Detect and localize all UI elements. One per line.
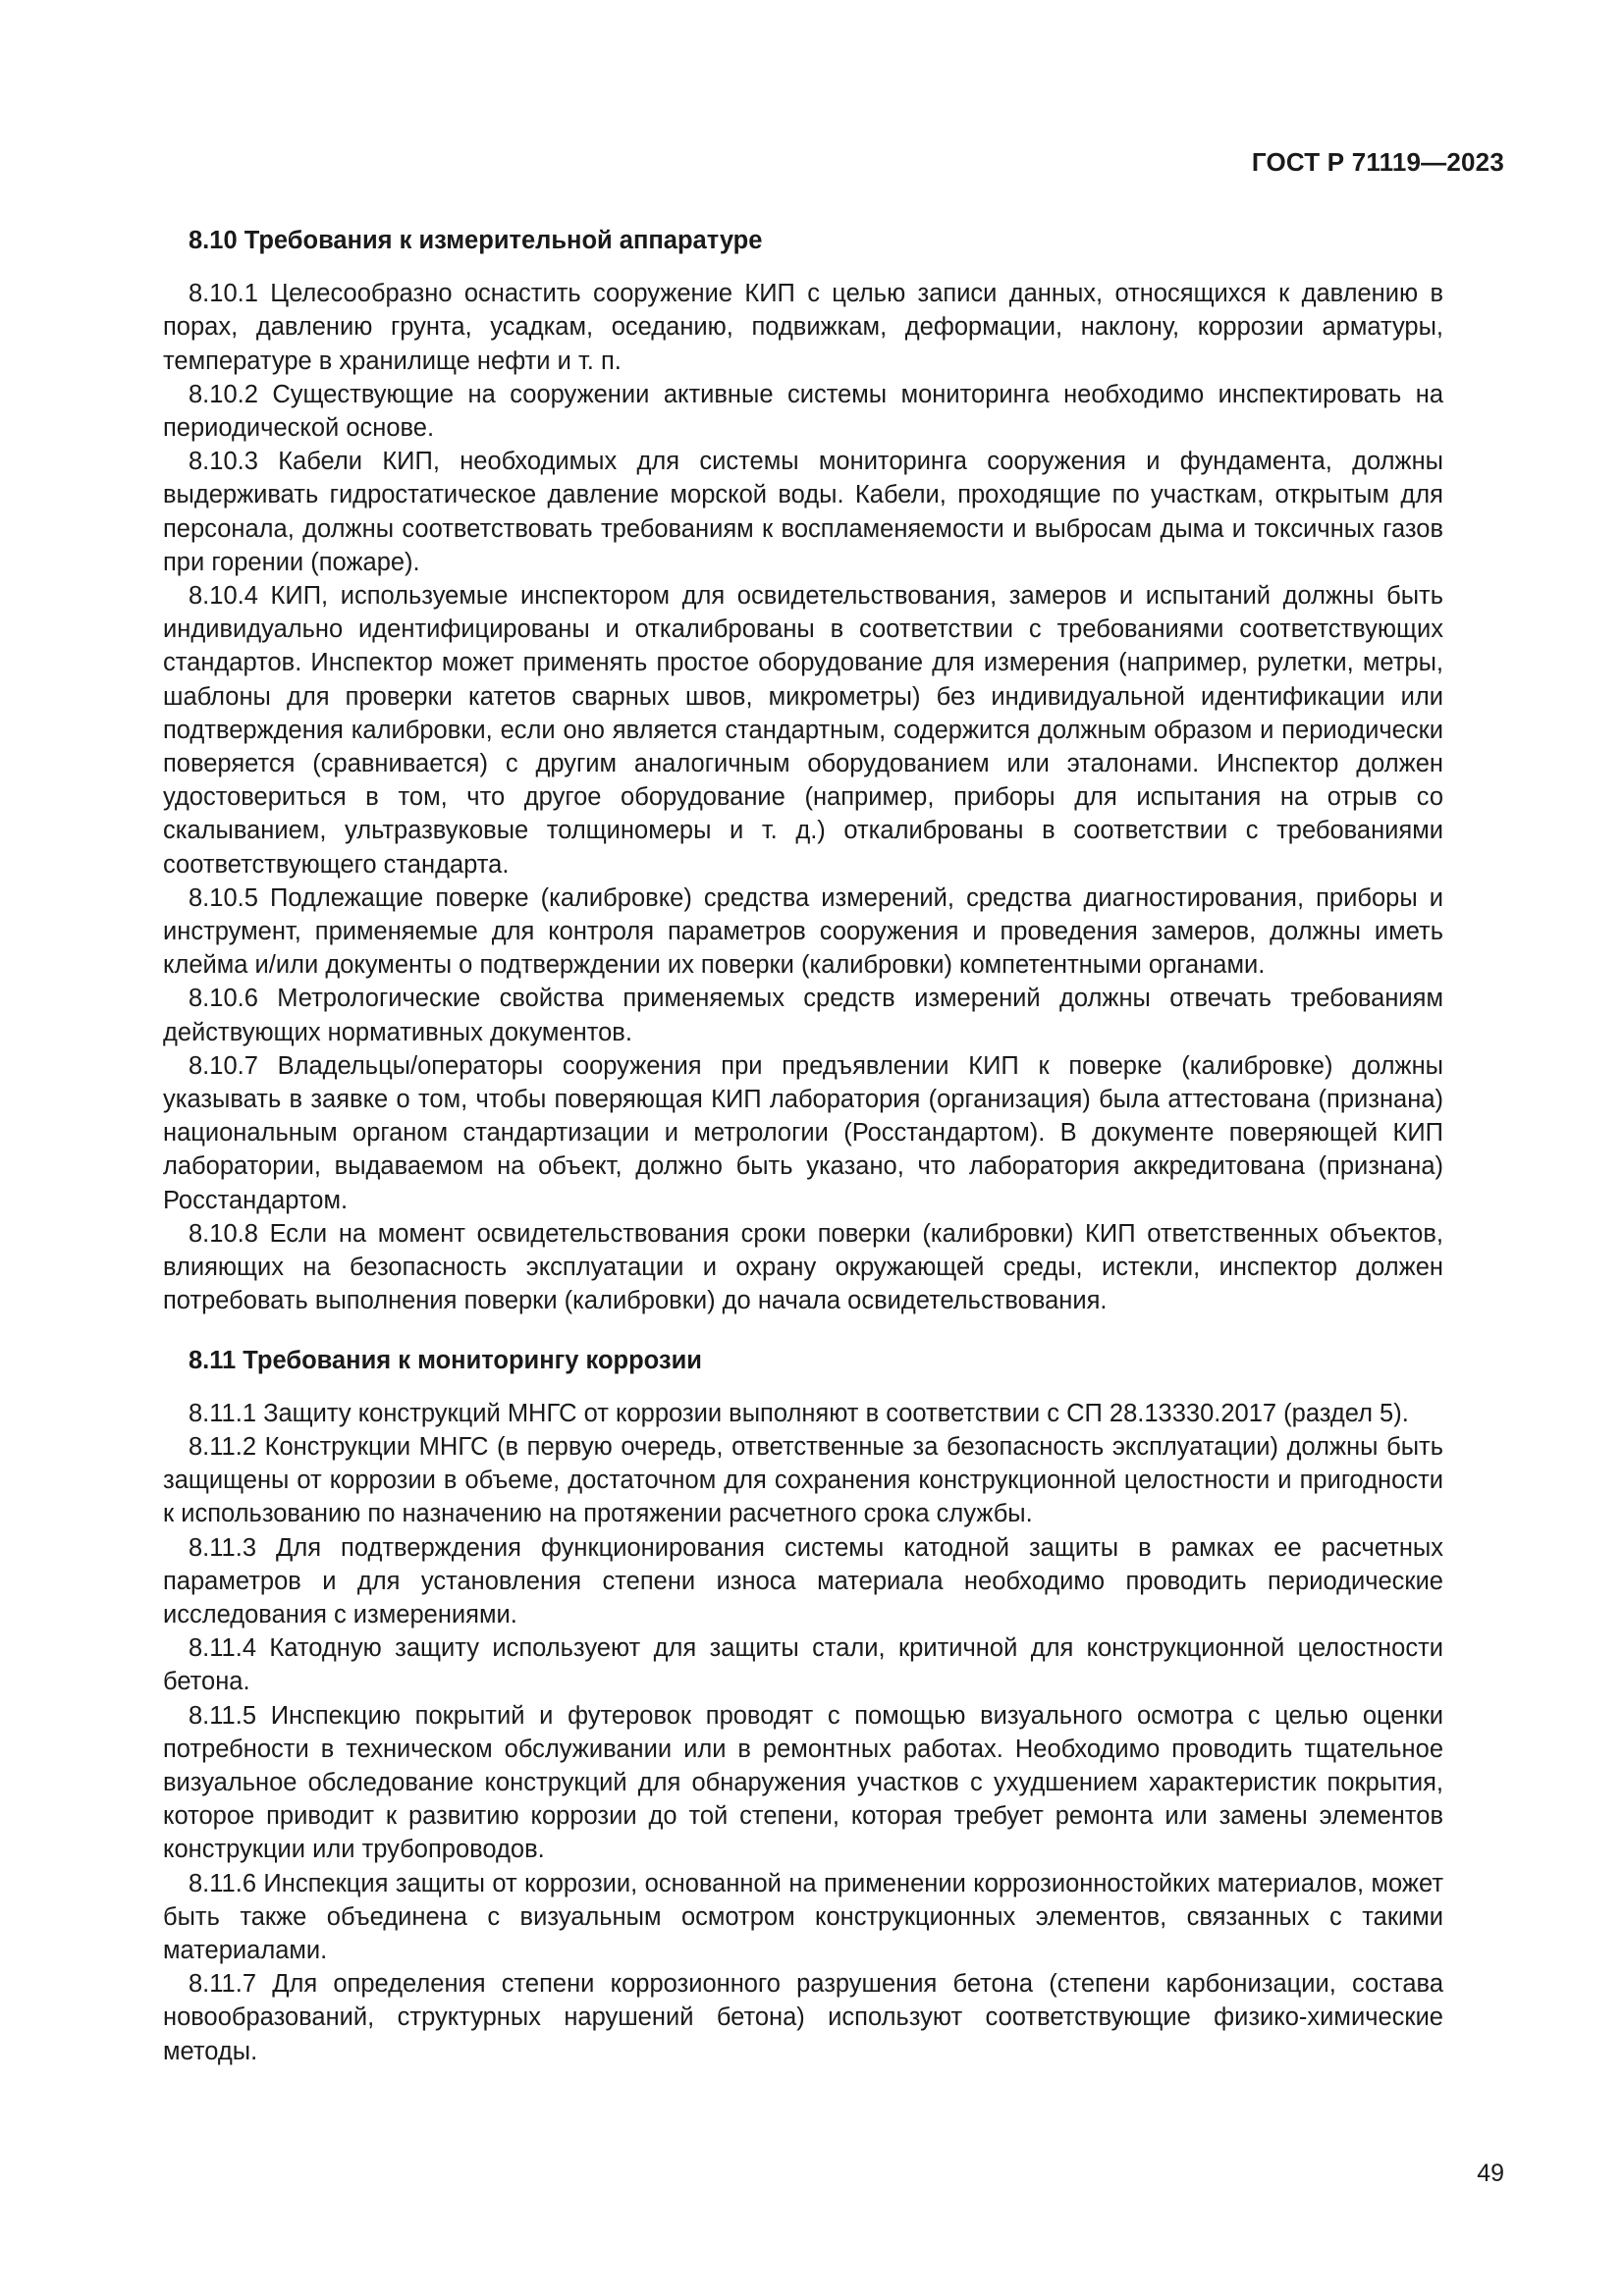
paragraph: 8.11.5 Инспекцию покрытий и футеровок проводят с помощью визуального осмотра с целью оценки потребности в техническом обслуживании или в ремонтных работах. Необходимо проводить тщательное визуальное обследование конструкций для обнаружения участков с ухудшением характеристик покрытия, которое приводит к развитию коррозии до той степени, которая требует ремонта или замены элементов конструкции или трубопроводов. [163,1701,1443,1864]
paragraph: 8.10.6 Метрологические свойства применяемых средств измерений должны отвечать требованиям действующих нормативных документов. [163,985,1443,1046]
paragraph: 8.10.2 Существующие на сооружении активные системы мониторинга необходимо инспектировать на периодической основе. [163,380,1443,443]
paragraph: 8.11.3 Для подтверждения функционирования системы катодной защиты в рамках ее расчетных параметров и для установления степени износа материала необходимо проводить периодические исследования с измерениями. [163,1533,1443,1629]
paragraph: 8.11.1 Защиту конструкций МНГС от коррозии выполняют в соответствии с СП 28.13330.2017 (раздел 5). [189,1399,1409,1427]
paragraph: 8.11.7 Для определения степени коррозионного разрушения бетона (степени карбонизации, состава новообразований, структурных нарушений бетона) используют соответствующие физико-химические методы. [163,1970,1443,2065]
section-title: 8.10 Требования к измерительной аппаратуре [189,227,763,254]
paragraph: 8.10.7 Владельцы/операторы сооружения при предъявлении КИП к поверке (калибровке) должны указывать в заявке о том, чтобы поверяющая КИП лаборатория (организация) была аттестована (признана) национальным органом стандартизации и метрологии (Росстандартом). В документе поверяющей КИП лаборатории, выдаваемом на объект, должно быть указано, что лаборатория аккредитована (признана) Росстандартом. [163,1051,1443,1214]
paragraph: 8.10.1 Целесообразно оснастить сооружение КИП с целью записи данных, относящихся к давлению в порах, давлению грунта, усадкам, оседанию, подвижкам, деформации, наклону, коррозии арматуры, температуре в хранилище нефти и т. п. [163,280,1443,375]
page-number: 49 [1477,2160,1504,2187]
document-code: ГОСТ Р 71119—2023 [1251,147,1504,177]
paragraph: 8.11.2 Конструкции МНГС (в первую очередь, ответственные за безопасность эксплуатации) должны быть защищены от коррозии в объеме, достаточном для сохранения конструкционной целостности и пригодности к использованию по назначению на протяжении расчетного срока службы. [163,1432,1443,1528]
section-title: 8.11 Требования к мониторингу коррозии [189,1346,702,1374]
paragraph: 8.11.4 Катодную защиту используеют для защиты стали, критичной для конструкционной целостности бетона. [163,1634,1443,1696]
paragraph: 8.10.8 Если на момент освидетельствования сроки поверки (калибровки) КИП ответственных объектов, влияющих на безопасность эксплуатации и охрану окружающей среды, истекли, инспектор должен потребовать выполнения поверки (калибровки) до начала освидетельствования. [163,1219,1443,1315]
paragraph: 8.11.6 Инспекция защиты от коррозии, основанной на применении коррозионностойких материалов, может быть также объединена с визуальным осмотром конструкционных элементов, связанных с такими материалами. [163,1869,1443,1964]
paragraph: 8.10.4 КИП, используемые инспектором для освидетельствования, замеров и испытаний должны быть индивидуально идентифицированы и откалиброваны в соответствии с требованиями соответствующих стандартов. Инспектор может применять простое оборудование для измерения (например, рулетки, метры, шаблоны для проверки катетов сварных швов, микрометры) без индивидуальной идентификации или подтверждения калибровки, если оно является стандартным, содержится должным образом и периодически поверяется (сравнивается) с другим аналогичным оборудованием или эталонами. Инспектор должен удостовериться в том, что другое оборудование (например, приборы для испытания на отрыв со скалыванием, ультразвуковые толщиномеры и т. д.) откалиброваны в соответствии с требованиями соответствующего стандарта. [163,582,1443,879]
paragraph: 8.10.3 Кабели КИП, необходимых для системы мониторинга сооружения и фундамента, должны выдерживать гидростатическое давление морской воды. Кабели, проходящие по участкам, открытым для персонала, должны соответствовать требованиям к воспламеняемости и выбросам дыма и токсичных газов при горении (пожаре). [163,448,1443,576]
paragraph: 8.10.5 Подлежащие поверке (калибровке) средства измерений, средства диагностирования, приборы и инструмент, применяемые для контроля параметров сооружения и проведения замеров, должны иметь клейма и/или документы о подтверждении их поверки (калибровки) компетентными органами. [163,883,1443,980]
document-body [163,224,1443,2068]
